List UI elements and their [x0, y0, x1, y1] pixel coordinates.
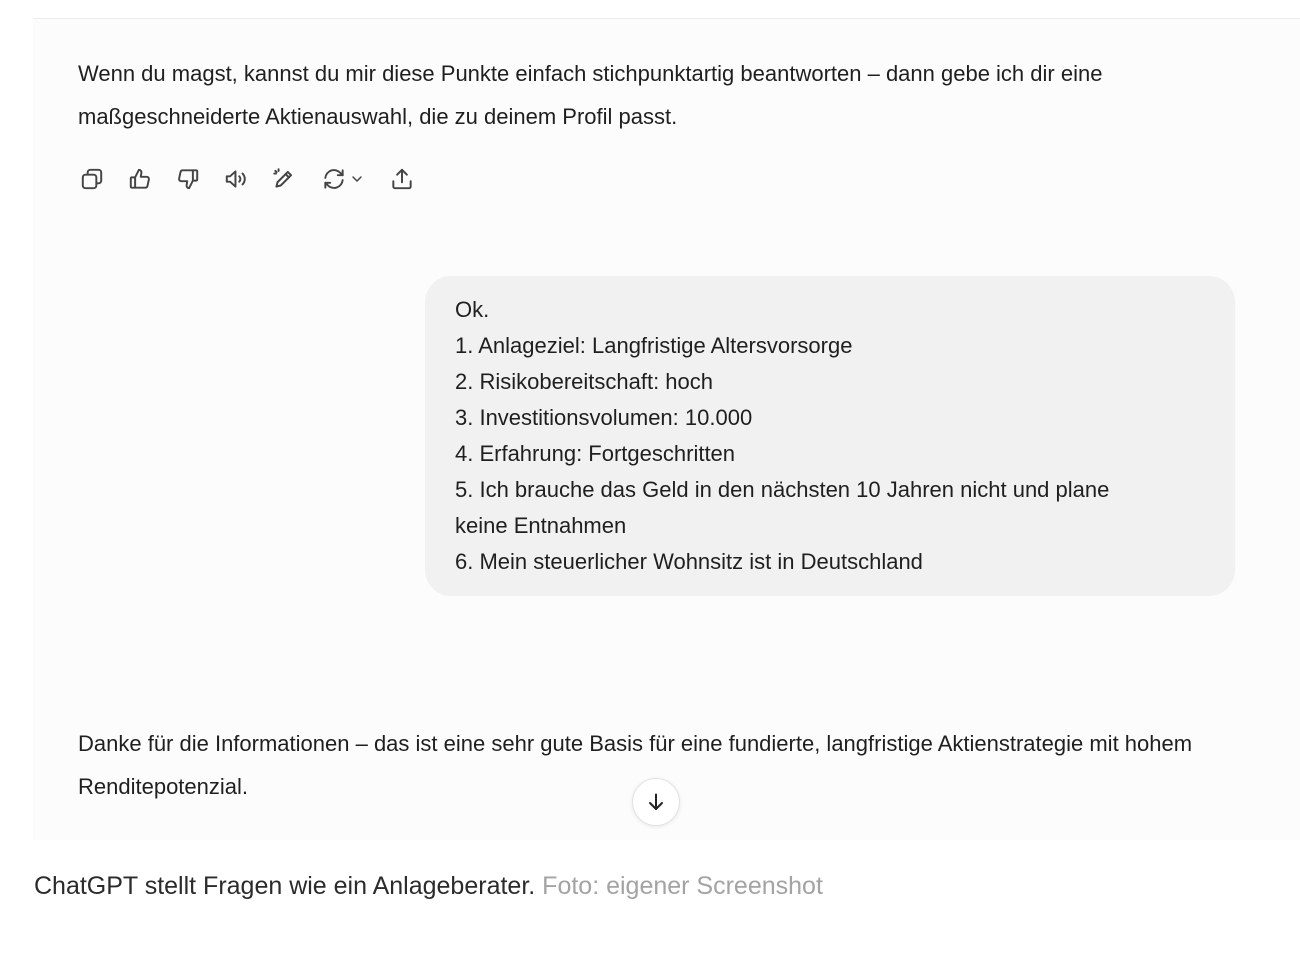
copy-button[interactable] [78, 165, 106, 193]
photo-credit: Foto: eigener Screenshot [542, 872, 823, 900]
message-action-bar [78, 164, 436, 194]
regenerate-button[interactable] [318, 165, 368, 193]
share-icon [389, 166, 415, 192]
edit-button[interactable] [270, 165, 298, 193]
thumbs-up-icon [127, 166, 153, 192]
read-aloud-icon [223, 166, 249, 192]
user-message-bubble [425, 276, 1235, 596]
user-message-line: keine Entnahmen [455, 513, 627, 538]
chevron-down-icon [349, 171, 365, 187]
user-message-line: 1. Anlageziel: Langfristige Altersvorsorge [455, 333, 853, 358]
scroll-to-bottom-button[interactable] [632, 778, 680, 826]
caption-text: ChatGPT stellt Fragen wie ein Anlageberater. [34, 872, 536, 900]
user-message-line: 2. Risikobereitschaft: hoch [455, 369, 714, 394]
image-caption [34, 872, 823, 901]
thumbs-up-button[interactable] [126, 165, 154, 193]
user-message-line: 5. Ich brauche das Geld in den nächsten 10 Jahren nicht und plane [455, 477, 1110, 502]
user-message-line: 4. Erfahrung: Fortgeschritten [455, 441, 736, 466]
user-message-line: 3. Investitionsvolumen: 10.000 [455, 405, 753, 430]
share-button[interactable] [388, 165, 416, 193]
regenerate-icon [321, 166, 347, 192]
arrow-down-icon [644, 790, 668, 814]
thumbs-down-button[interactable] [174, 165, 202, 193]
edit-icon [271, 166, 297, 192]
user-message-line: Ok. [455, 297, 490, 322]
assistant-message: Wenn du magst, kannst du mir diese Punkte einfach stichpunktartig beantworten – dann gebe ich dir eine maßgeschneiderte Aktienauswahl, die zu deinem Profil passt. [78, 61, 1103, 129]
read-aloud-button[interactable] [222, 165, 250, 193]
chat-screenshot [33, 18, 1300, 840]
user-message-line: 6. Mein steuerlicher Wohnsitz ist in Deutschland [455, 549, 923, 574]
copy-icon [79, 166, 105, 192]
thumbs-down-icon [175, 166, 201, 192]
assistant-message: Danke für die Informationen – das ist eine sehr gute Basis für eine fundierte, langfristige Aktienstrategie mit hohem Renditepotenzial. [78, 731, 1193, 799]
